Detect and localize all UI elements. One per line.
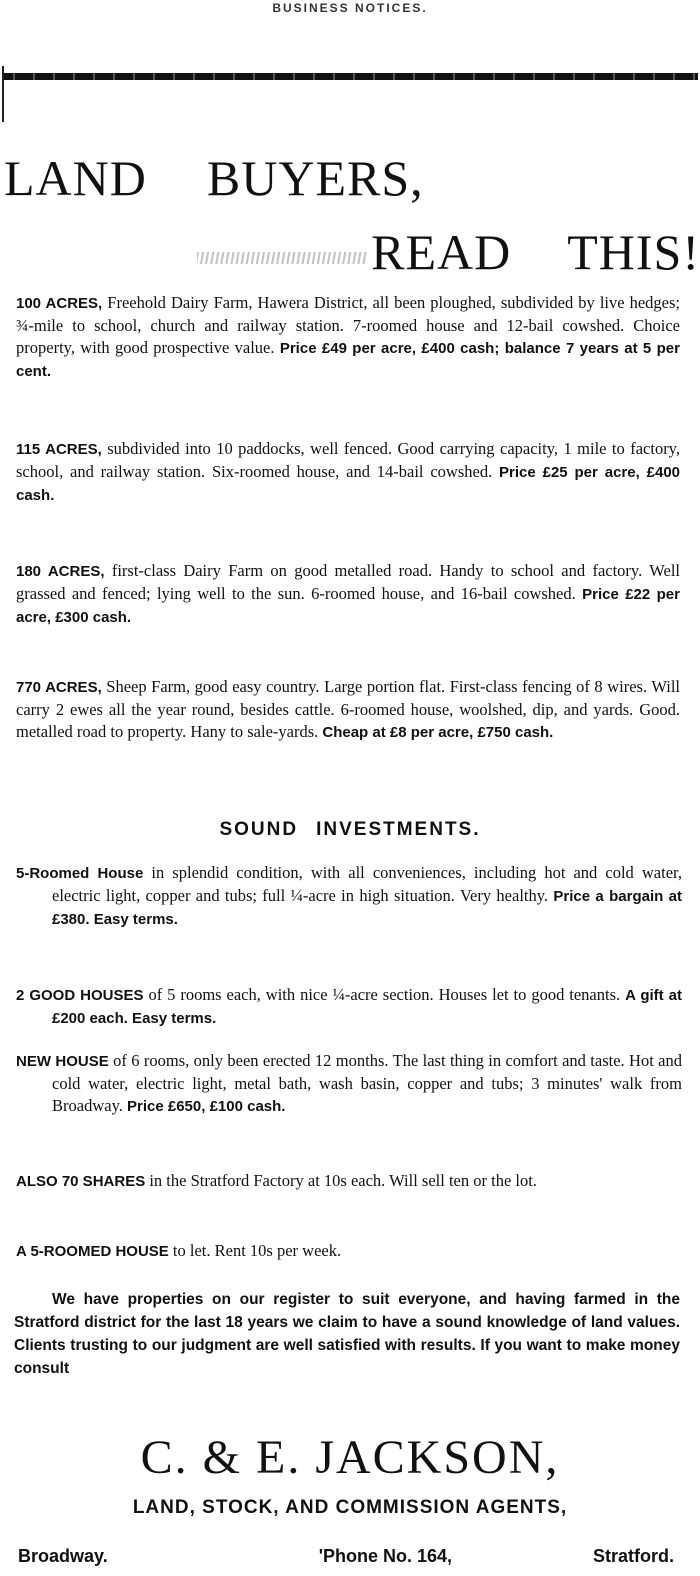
headline-line-1: [4, 150, 694, 206]
headline-word-this: THIS!: [567, 224, 700, 280]
listing-180-acres: [16, 560, 680, 629]
section-word-2: INVESTMENTS.: [316, 819, 481, 840]
footer-left: Broadway.: [18, 1546, 108, 1566]
house-to-let: [16, 1240, 682, 1263]
listing-text: first-class Dairy Farm on good metalled road. Handy to school and factory. Well grassed and fenced; lying well to the sun. 6-roomed house, and 16-bail cowshed.: [16, 561, 680, 603]
house-price: Price a bargain at £380. Easy terms.: [52, 888, 683, 928]
house-text: in splendid condition, with all conveniences, including hot and cold water, electric light, copper and tubs; full ¼-acre in high situation. Very healthy.: [52, 863, 682, 905]
house-2-good-houses: [16, 984, 682, 1030]
shares-heading: ALSO 70 SHARES: [16, 1173, 146, 1190]
listing-heading: 115 ACRES,: [16, 441, 102, 458]
firm-name: C. & E. JACKSON,: [140, 1431, 560, 1484]
shares-text: in the Stratford Factory at 10s each. Will sell ten or the lot.: [145, 1171, 537, 1190]
headline-word-read: READ: [371, 224, 512, 280]
top-rule: [4, 73, 698, 80]
decorative-flourish: [197, 252, 367, 264]
house-heading: 5-Roomed House: [16, 865, 144, 882]
masthead: BUSINESS NOTICES.: [272, 1, 428, 15]
to-let-heading: A 5-ROOMED HOUSE: [16, 1243, 169, 1260]
listing-heading: 100 ACRES,: [16, 295, 103, 312]
house-heading: 2 GOOD HOUSES: [16, 987, 144, 1004]
headline-word-buyers: BUYERS,: [206, 150, 424, 206]
firm-description: LAND, STOCK, AND COMMISSION AGENTS,: [132, 1497, 568, 1518]
house-5-roomed: [16, 862, 682, 931]
listing-text: subdivided into 10 paddocks, well fenced. Good carrying capacity, 1 mile to factory, school, and railway station. Six-roomed house, and 14-bail cowshed.: [16, 439, 680, 481]
listing-price: Price £25 per acre, £400 cash.: [16, 464, 680, 504]
section-heading: [0, 818, 700, 842]
headline-line-2: [80, 224, 700, 280]
headline-word-land: LAND: [4, 150, 147, 206]
listing-heading: 180 ACRES,: [16, 563, 105, 580]
footer-right: Stratford.: [592, 1546, 674, 1566]
house-heading: NEW HOUSE: [16, 1053, 109, 1070]
to-let-text: to let. Rent 10s per week.: [168, 1241, 342, 1260]
listing-100-acres: [16, 292, 680, 383]
also-70-shares: [16, 1170, 682, 1193]
section-word-1: SOUND: [219, 819, 299, 840]
house-price: A gift at £200 each. Easy terms.: [52, 987, 682, 1027]
listing-heading: 770 ACRES,: [16, 679, 102, 696]
house-price: Price £650, £100 cash.: [127, 1098, 286, 1115]
listing-text: Sheep Farm, good easy country. Large portion flat. First-class fencing of 8 wires. Will carry 2 ewes all the year round, besides cattle. 6-roomed house, woolshed, dip, and yards. Good. metalled road to property. Hany to sale-yards.: [16, 677, 681, 741]
listing-price: Cheap at £8 per acre, £750 cash.: [322, 724, 554, 741]
house-text: of 5 rooms each, with nice ¼-acre section. Houses let to good tenants.: [143, 985, 626, 1004]
footer-phone: 'Phone No. 164,: [318, 1546, 452, 1566]
listing-price: Price £22 per acre, £300 cash.: [16, 586, 680, 626]
closing-paragraph: We have properties on our register to suit everyone, and having farmed in the Stratford district for the last 18 years we claim to have a sound knowledge of land values. Clients trusting to our judgment are well satisfied with results. If you want to make money consult: [14, 1291, 680, 1377]
house-new-house: [16, 1050, 682, 1118]
listing-770-acres: [16, 676, 680, 744]
listing-price: Price £49 per acre, £400 cash; balance 7 years at 5 per cent.: [16, 340, 680, 380]
house-text: of 6 rooms, only been erected 12 months. The last thing in comfort and taste. Hot and cold water, electric light, metal bath, wash basin, copper and tubs; 3 minutes' walk from Broadway.: [52, 1051, 682, 1115]
listing-text: Freehold Dairy Farm, Hawera District, all been ploughed, subdivided by live hedges; ¾-mile to school, church and railway station. 7-roomed house and 12-bail cowshed. Choice property, with good prospective value.: [16, 293, 680, 357]
footer-address: [18, 1542, 674, 1570]
listing-115-acres: [16, 438, 680, 507]
